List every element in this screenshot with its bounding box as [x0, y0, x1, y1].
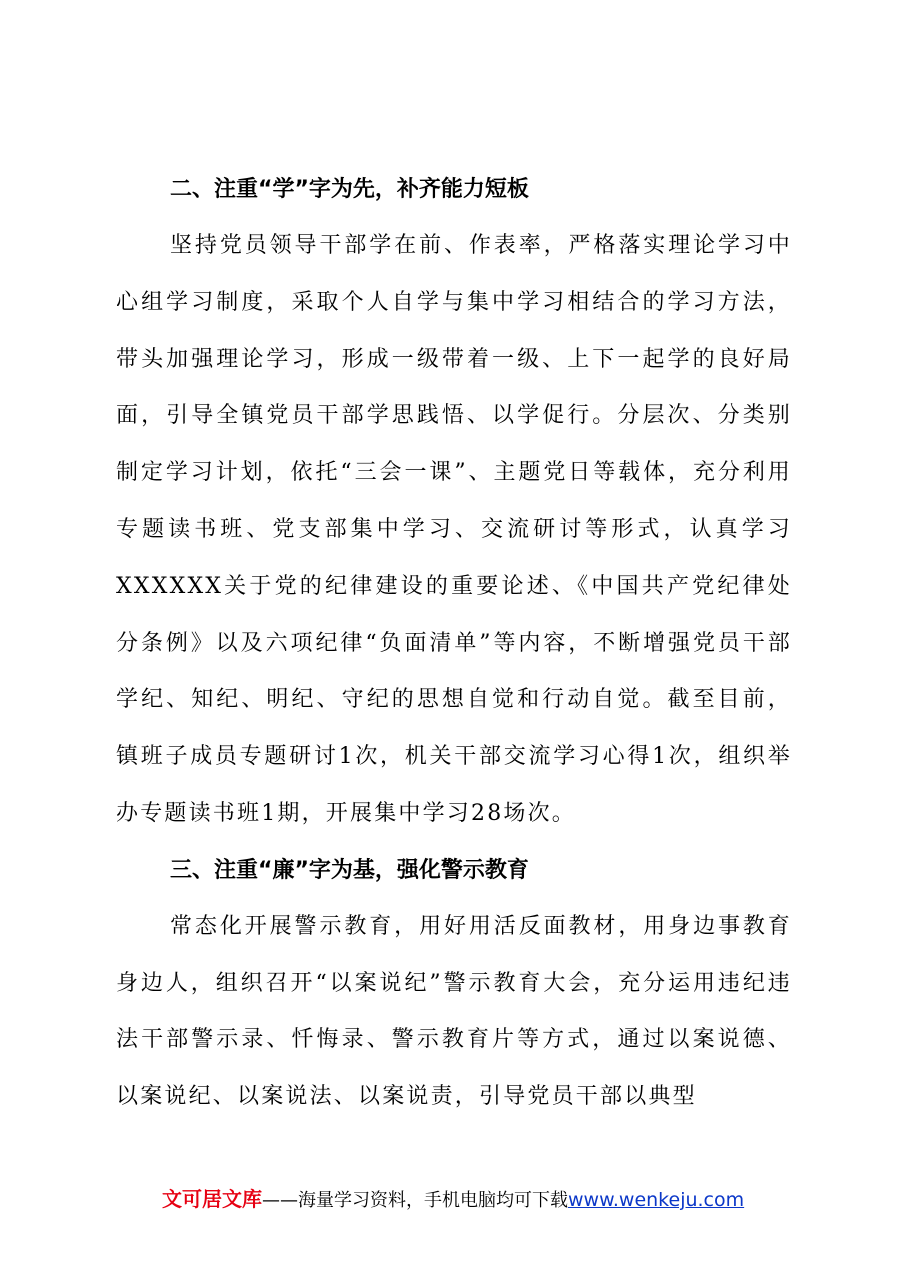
footer-brand: 文可居文库	[162, 1187, 262, 1211]
section-paragraph-3: 常态化开展警示教育，用好用活反面教材，用身边事教育身边人，组织召开“以案说纪”警示教育大会，充分运用违纪违法干部警示录、忏悔录、警示教育片等方式，通过以案说德、以案说纪、以案说法、以案说责，引导党员干部以典型	[116, 913, 792, 1110]
footer-slogan: ——海量学习资料，手机电脑均可下载	[262, 1190, 568, 1211]
section-paragraph-2: 坚持党员领导干部学在前、作表率，严格落实理论学习中心组学习制度，采取个人自学与集中学习相结合的学习方法，带头加强理论学习，形成一级带着一级、上下一起学的良好局面，引导全镇党员干部学思践悟、以学促行。分层次、分类别制定学习计划，依托“三会一课”、主题党日等载体，充分利用专题读书班、党支部集中学习、交流研讨等形式，认真学习XXXXXX关于党的纪律建设的重要论述、《中国共产党纪律处分条例》以及六项纪律“负面清单”等内容，不断增强党员干部学纪、知纪、明纪、守纪的思想自觉和行动自觉。截至目前，镇班子成员专题研讨1次，机关干部交流学习心得1次，组织举办专题读书班1期，开展集中学习28场次。	[116, 233, 792, 826]
document-body	[116, 162, 792, 1126]
section-heading-2: 二、注重“学”字为先，补齐能力短板	[170, 177, 529, 202]
section-heading-3: 三、注重“廉”字为基，强化警示教育	[170, 857, 529, 883]
footer-website-link[interactable]: www.wenkeju.com	[568, 1189, 745, 1211]
page-footer	[162, 1183, 744, 1212]
